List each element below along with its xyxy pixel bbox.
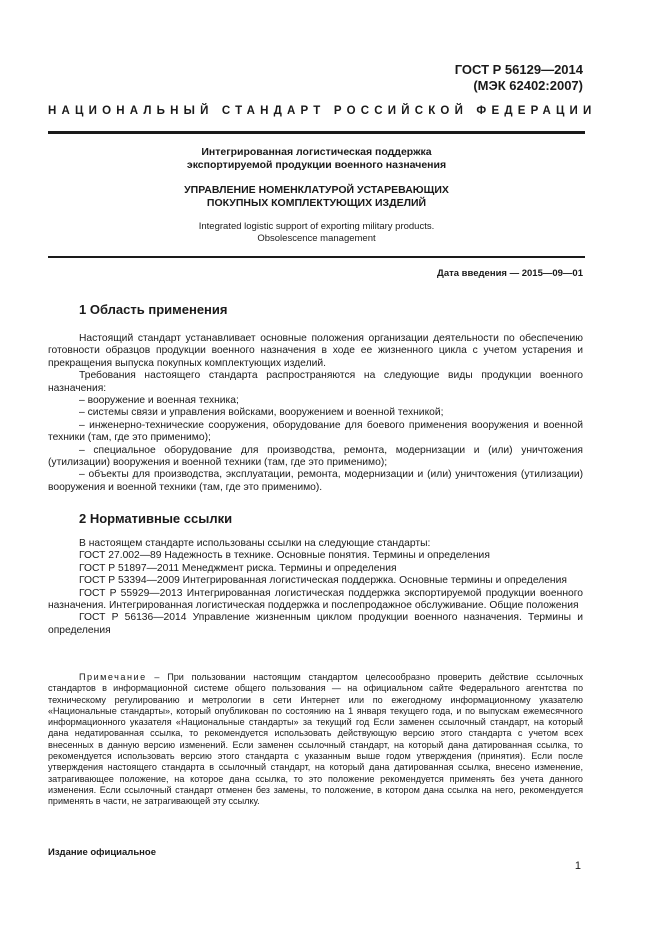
scope-paragraph-1: Настоящий стандарт устанавливает основные положения организации деятельности по обеспечению готовности образцов продукции военного назначения в ходе ее жизненного цикла с учетом устарения и прекращения выпуска покупных комплектующих изделий. [48,333,583,369]
reference-item: ГОСТ Р 55929—2013 Интегрированная логистическая поддержка экспортируемой продукции военного назначения. Интегрированная логистическая поддержка и послепродажное обслуживание. Общие положения [48,587,583,612]
list-item: – объекты для производства, эксплуатации, ремонта, модернизации и (или) уничтожения (утилизации) вооружения и военной техники (там, где это применимо). [48,469,583,493]
english-title [48,221,585,245]
list-item: – системы связи и управления войсками, вооружением и военной техникой; [79,407,444,419]
title-line-4: ПОКУПНЫХ КОМПЛЕКТУЮЩИХ ИЗДЕЛИЙ [206,197,427,209]
list-item: – инженерно-технические сооружения, оборудование для боевого применения вооружения и военной техники (там, где это применимо); [48,419,583,444]
standard-number: ГОСТ Р 56129—2014 [454,62,583,77]
note-label: Примечание [79,672,147,682]
list-item: – специальное оборудование для производства, ремонта, модернизации и (или) уничтожения (утилизации) вооружения и военной техники (там, где это применимо); [48,444,583,469]
reference-item: ГОСТ Р 51897—2011 Менеджмент риска. Термины и определения [79,562,397,574]
references-note [48,672,583,808]
title-divider [48,256,585,258]
list-item: – вооружение и военная техника; [79,395,239,407]
introduction-date: Дата введения — 2015—09—01 [437,268,583,279]
page-number: 1 [574,860,581,872]
national-standard-banner: НАЦИОНАЛЬНЫЙ СТАНДАРТ РОССИЙСКОЙ ФЕДЕРАЦИИ [48,105,597,117]
note-text: – При пользовании настоящим стандартом целесообразно проверить действие ссылочных стандартов в информационной системе общего пользования — на официальном сайте Федерального агентства по техническому регулированию и метрологии в сети Интернет или по ежегодному информационному указателю «Национальные стандарты», который опубликован по состоянию на 1 января текущего года, и по выпускам ежемесячного информационного указателя «Национальные стандарты» за текущий год Если заменен ссылочный стандарт, на который дана недатированная ссылка, то рекомендуется использовать действующую версию этого стандарта с учетом всех внесенных в данную версию изменений. Если заменен ссылочный стандарт, на который дана датированная ссылка, то рекомендуется использовать версию этого стандарта с указанным выше годом утверждения (принятия). Если после утверждения настоящего стандарта в ссылочный стандарт, на который дана датированная ссылка, внесено изменение, затрагивающее положение, на которое дана ссылка, то это положение рекомендуется применять без учета данного изменения. Если ссылочный стандарт отменен без замены, то положение, в котором дана ссылка на него, рекомендуется применять в части, не затрагивающей эту ссылку. [48,672,583,807]
title-line-1: Интегрированная логистическая поддержка [201,146,432,158]
english-title-line-2: Obsolescence management [257,233,376,244]
reference-item: ГОСТ 27.002—89 Надежность в технике. Основные понятия. Термины и определения [79,550,490,562]
official-edition-label: Издание официальное [48,847,156,858]
iec-reference: (МЭК 62402:2007) [473,78,583,93]
title-main [48,184,585,210]
section-2-body [48,538,583,637]
scope-paragraph-2: Требования настоящего стандарта распространяются на следующие виды продукции военного назначения: [48,370,583,394]
reference-item: ГОСТ Р 56136—2014 Управление жизненным циклом продукции военного назначения. Термины и определения [48,612,583,636]
reference-item: ГОСТ Р 53394—2009 Интегрированная логистическая поддержка. Основные термины и определения [79,575,567,587]
title-line-3: УПРАВЛЕНИЕ НОМЕНКЛАТУРОЙ УСТАРЕВАЮЩИХ [184,184,449,196]
section-1-heading: 1 Область применения [79,302,228,317]
section-2-heading: 2 Нормативные ссылки [79,511,233,526]
header-divider [48,131,585,134]
title-group [48,146,585,172]
title-line-2: экспортируемой продукции военного назначения [186,159,447,171]
references-intro: В настоящем стандарте использованы ссылки на следующие стандарты: [79,538,431,549]
section-1-body [48,333,583,494]
standard-code [455,62,583,94]
english-title-line-1: Integrated logistic support of exporting military products. [198,221,435,232]
